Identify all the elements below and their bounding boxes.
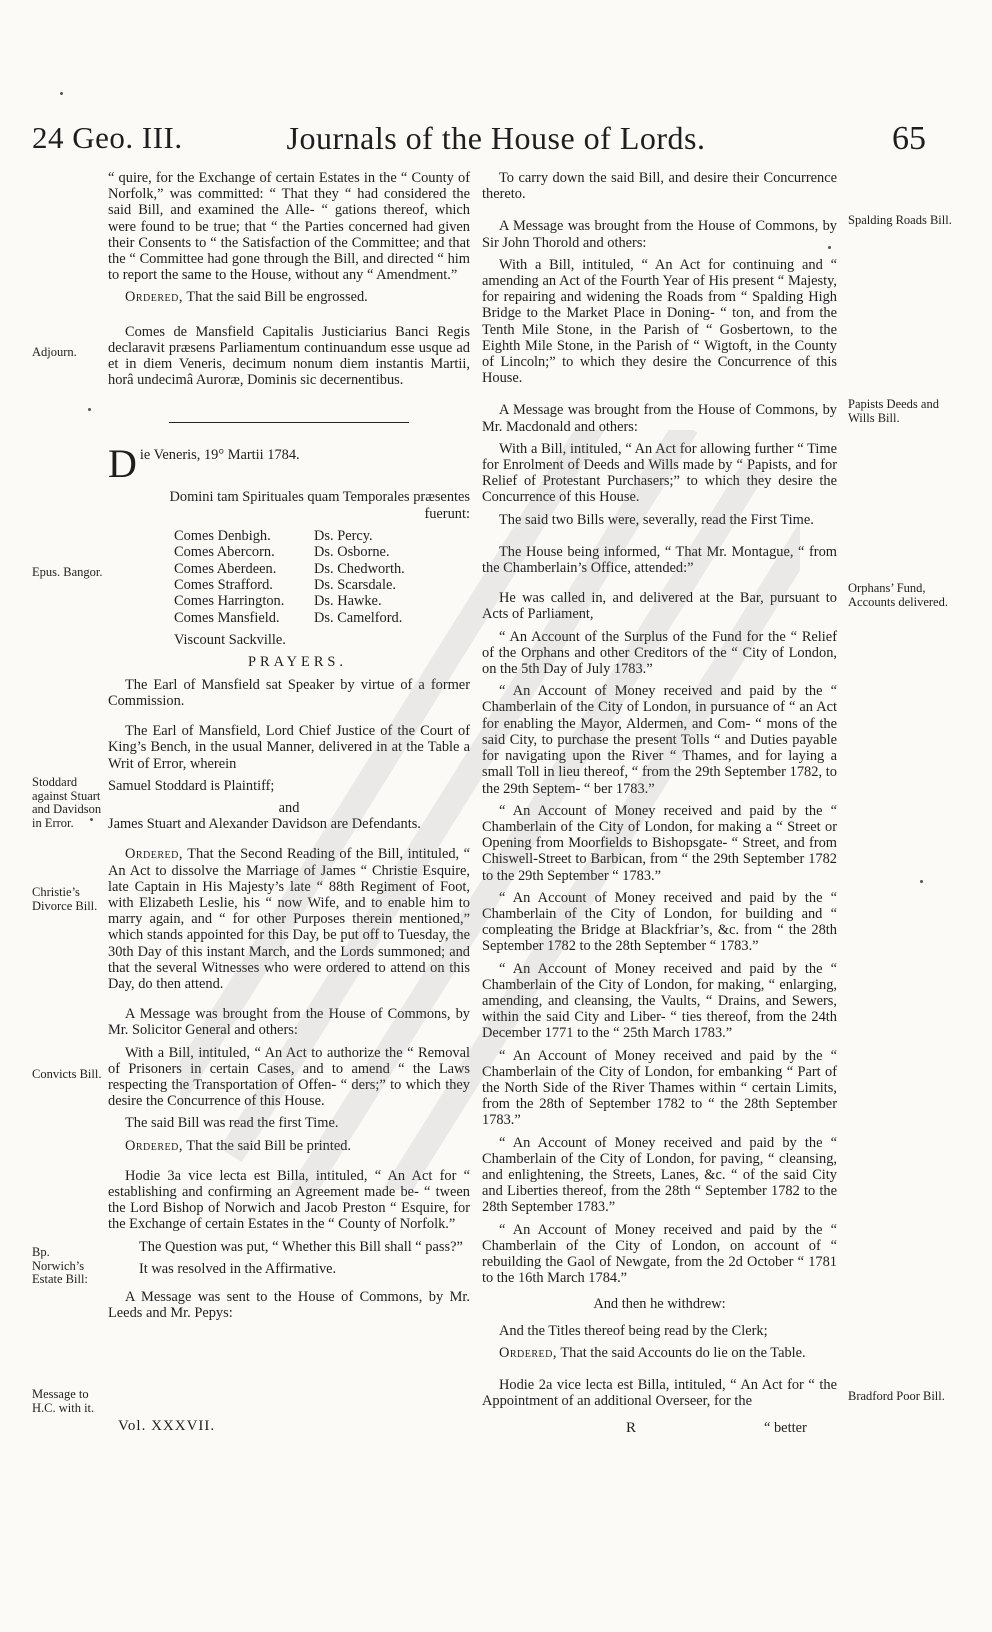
question-put-line: The Question was put, “ Whether this Bill shall “ pass?” — [139, 1238, 463, 1255]
running-header — [0, 120, 992, 164]
margin-note-convicts: Convicts Bill. — [32, 1067, 102, 1081]
lord-name: Ds. Scarsdale. — [314, 577, 396, 594]
committee-report-paragraph: “ quire, for the Exchange of certain Estates in the “ County of Norfolk,” was committed: “ That they “ had considered the said Bill, and examined the Alle- “ gations thereof, which were found to be true; that “ the Parties concerned had given their Consents to “ the Satisfaction of the Committee; and that the “ Committee had gone through the Bill, and directed “ him to report the same to the House, without any “ Amendment.” — [108, 170, 470, 284]
titles-read-line: And the Titles thereof being read by the Clerk; — [499, 1322, 768, 1339]
ink-speck — [60, 92, 63, 95]
right-column — [482, 170, 837, 1415]
lord-name: Comes Mansfield. — [174, 609, 280, 626]
thorold-message-paragraph: A Message was brought from the House of Commons, by Sir John Thorold and others: — [482, 218, 837, 251]
margin-note-papists: Papists Deeds and Wills Bill. — [848, 397, 939, 425]
lord-name: Comes Strafford. — [174, 577, 273, 594]
lord-name: Ds. Hawke. — [314, 593, 382, 610]
macdonald-message-paragraph: A Message was brought from the House of Commons, by Mr. Macdonald and others: — [482, 402, 837, 435]
account-orphans: “ An Account of the Surplus of the Fund for the “ Relief of the Orphans and other Creditors of the “ City of London, on the 5th Day of July 1783.” — [482, 628, 837, 678]
viscount-name: Viscount Sackville. — [174, 632, 286, 649]
ink-speck — [90, 818, 93, 821]
ink-speck — [88, 408, 91, 411]
norwich-bill-paragraph: Hodie 3a vice lecta est Billa, intituled, “ An Act for “ establishing and confirming an Agreement made be- “ tween the Lord Bishop of Norwich and Jacob Preston “ Esquire, for the Exchange of certain Estates in the “ County of Norfolk.” — [108, 1167, 470, 1233]
lords-column-barons — [314, 528, 454, 626]
left-column — [108, 170, 470, 1327]
christie-order-paragraph — [108, 846, 470, 992]
prisoners-bill-paragraph: With a Bill, intituled, “ An Act to authorize the “ Removal of Prisoners in certain Cases, and to amend “ the Laws respecting the Transportation of Offen- “ ders;” to which they desire the Concurrence of this House. — [108, 1044, 470, 1110]
page-number: 65 — [892, 120, 926, 157]
writ-of-error-paragraph: The Earl of Mansfield, Lord Chief Justice of the Court of King’s Bench, in the usual Manner, delivered in at the Table a Writ of Error, wherein — [108, 723, 470, 772]
ordered-label: Ordered, — [499, 1344, 557, 1361]
lord-name: Ds. Camelford. — [314, 609, 403, 626]
account-moorfields-street: “ An Account of Money received and paid by the “ Chamberlain of the City of London, for making a “ Street or Opening from Moorfields to Bishopsgate- “ Street, and from Chiswell-Street to Barbican, from “ the 29th September 1782 to the 29th September “ 1783.” — [482, 802, 837, 884]
lord-name: Comes Aberdeen. — [174, 560, 277, 577]
catchword: “ better — [764, 1420, 807, 1436]
account-embanking-thames: “ An Account of Money received and paid by the “ Chamberlain of the City of London, for embanking “ Part of the North Side of the River Thames within “ certain Limits, from the 28th of September 1782 to “ the 28th September 1783.” — [482, 1047, 837, 1129]
margin-note-orphans: Orphans’ Fund, Accounts delivered. — [848, 581, 948, 609]
lord-name: Ds. Osborne. — [314, 544, 390, 561]
sitting-date — [108, 447, 470, 481]
bradford-bill-paragraph: Hodie 2a vice lecta est Billa, intituled, “ An Act for “ the Appointment of an additional Overseer, for the — [482, 1377, 837, 1410]
margin-note-bangor: Epus. Bangor. — [32, 565, 103, 579]
lords-column-earls — [174, 528, 314, 626]
margin-note-bradford: Bradford Poor Bill. — [848, 1389, 945, 1403]
first-reading-line: The said Bill was read the first Time. — [125, 1115, 339, 1132]
spalding-bill-paragraph: With a Bill, intituled, “ An Act for continuing and “ amending an Act of the Fourth Year of His present “ Majesty, for repairing and widening the Roads from “ Spalding High Bridge to the Market Place in Doning- “ ton, and from the Tenth Mile Stone, in the Parish of “ Gosbertown, to the Eighth Mile Stone, in the Parish of “ Wigtoft, in the County of Lincoln;” to which they desire the Concurrence of this House. — [482, 256, 837, 387]
ordered-label: Ordered, — [125, 1137, 183, 1154]
ink-speck — [920, 880, 923, 883]
section-divider — [169, 422, 409, 423]
carry-down-paragraph: To carry down the said Bill, and desire their Concurrence thereto. — [482, 170, 837, 203]
ordered-accounts-lie — [482, 1345, 837, 1361]
ordered-text: That the said Bill be engrossed. — [183, 289, 368, 306]
defendants-line: James Stuart and Alexander Davidson are Defendants. — [108, 816, 421, 833]
montague-attended-paragraph: The House being informed, “ That Mr. Montague, “ from the Chamberlain’s Office, attended:” — [482, 543, 837, 577]
lords-present-heading: Domini tam Spirituales quam Temporales præsentes fuerunt: — [169, 489, 470, 522]
drop-capital: D — [108, 447, 137, 482]
lords-present-list — [174, 528, 470, 626]
account-blackfriars-bridge: “ An Account of Money received and paid by the “ Chamberlain of the City of London, for building and “ compleating the Bridge at Blackfriar’s, &c. from “ the 28th September 1782 to the 28th September “ 1783.” — [482, 889, 837, 955]
account-newgate-gaol: “ An Account of Money received and paid by the “ Chamberlain of the City of London, on account of “ rebuilding the Gaol of Newgate, from the 2d October “ 1781 to the 16th March 1784.” — [482, 1221, 837, 1287]
account-vaults-sewers: “ An Account of Money received and paid by the “ Chamberlain of the City of London, for making, “ enlarging, amending, and cleansing, the Vaults, “ Drains, and Sewers, within the said City and Liber- “ ties thereof, from the 24th December 1771 to the “ 25th March 1783.” — [482, 960, 837, 1042]
adjournment-latin: Comes de Mansfield Capitalis Justiciarius Banci Regis declaravit præsens Parliamentum continuandum esse usque ad et in diem Veneris, decimum nonum diem instantis Martii, horâ undecimâ Auroræ, Dominis sic decernentibus. — [108, 323, 470, 389]
ordered-text: That the said Bill be printed. — [183, 1137, 351, 1154]
ordered-text: That the said Accounts do lie on the Table. — [557, 1344, 806, 1361]
lord-name: Comes Denbigh. — [174, 527, 271, 544]
ordered-text: That the Second Reading of the Bill, intituled, “ An Act to dissolve the Marriage of James “ Christie Esquire, late Captain in His Majesty’s late “ 88th Regiment of Foot, with Elizabeth Leslie, his “ now Wife, and to enable him to marry again, and “ for other Purposes therein mentioned,” which stands appointed for this Day, be put off to Tuesday, the 30th Day of this instant March, and the Lords summoned; and that the several Witnesses who were ordered to attend on this Day, do then attend. — [108, 846, 470, 992]
journal-title: Journals of the House of Lords. — [286, 120, 706, 156]
withdrew-line: And then he withdrew: — [593, 1296, 726, 1313]
signature-mark: R — [626, 1420, 637, 1436]
commons-message-paragraph: A Message was brought from the House of Commons, by Mr. Solicitor General and others: — [108, 1006, 470, 1039]
resolved-line: It was resolved in the Affirmative. — [139, 1260, 337, 1277]
lord-name: Ds. Percy. — [314, 527, 373, 544]
volume-number: Vol. XXXVII. — [118, 1418, 216, 1434]
lord-name: Comes Abercorn. — [174, 544, 275, 561]
account-thames-tolls: “ An Account of Money received and paid by the “ Chamberlain of the City of London, in pursuance of “ an Act for enabling the Mayor, Aldermen, and Com- “ mons of the said City, to purchase the present Tolls “ and Duties payable for navigating upon the River “ Thames, and for laying a small Toll in lieu thereof, “ from the 29th September 1782, to the 29th Septem- “ ber 1783.” — [482, 683, 837, 797]
papists-bill-paragraph: With a Bill, intituled, “ An Act for allowing further “ Time for Enrolment of Deeds and Wills made by “ Papists, and for Relief of Protestant Purchasers;” to which they desire the Concurrence of this House. — [482, 440, 837, 506]
ordered-printed — [108, 1138, 470, 1154]
ordered-label: Ordered, — [125, 846, 183, 863]
margin-note-christie: Christie’s Divorce Bill. — [32, 885, 98, 913]
margin-note-stoddard: Stoddard against Stuart and Davidson in Error. — [32, 775, 102, 830]
sitting-date-text: ie Veneris, 19° Martii 1784. — [139, 447, 300, 464]
two-bills-read-line: The said two Bills were, severally, read the First Time. — [499, 511, 814, 528]
lord-name: Comes Harrington. — [174, 593, 285, 610]
margin-note-message: Message to H.C. with it. — [32, 1387, 95, 1415]
lord-name: Ds. Chedworth. — [314, 560, 405, 577]
margin-note-adjourn: Adjourn. — [32, 345, 77, 359]
ink-speck — [828, 246, 831, 249]
regnal-year: 24 Geo. III. — [32, 120, 183, 155]
margin-note-spalding: Spalding Roads Bill. — [848, 213, 952, 227]
margin-note-norwich: Bp. Norwich’s Estate Bill: — [32, 1245, 88, 1286]
ordered-engrossed — [108, 289, 470, 305]
and-line: and — [278, 799, 300, 816]
called-in-paragraph: He was called in, and delivered at the Bar, pursuant to Acts of Parliament, — [482, 590, 837, 623]
plaintiff-line: Samuel Stoddard is Plaintiff; — [108, 777, 275, 794]
speaker-paragraph: The Earl of Mansfield sat Speaker by virtue of a former Commission. — [108, 676, 470, 709]
message-sent-paragraph: A Message was sent to the House of Commons, by Mr. Leeds and Mr. Pepys: — [108, 1288, 470, 1322]
ordered-label: Ordered, — [125, 289, 183, 306]
prayers-heading: PRAYERS. — [247, 654, 348, 671]
account-paving-streets: “ An Account of Money received and paid by the “ Chamberlain of the City of London, for paving, “ cleansing, and enlightening, the Streets, Lanes, &c. “ of the said City and Liberties thereof, from the 28th “ September 1782 to the 28th September 1783.” — [482, 1134, 837, 1216]
